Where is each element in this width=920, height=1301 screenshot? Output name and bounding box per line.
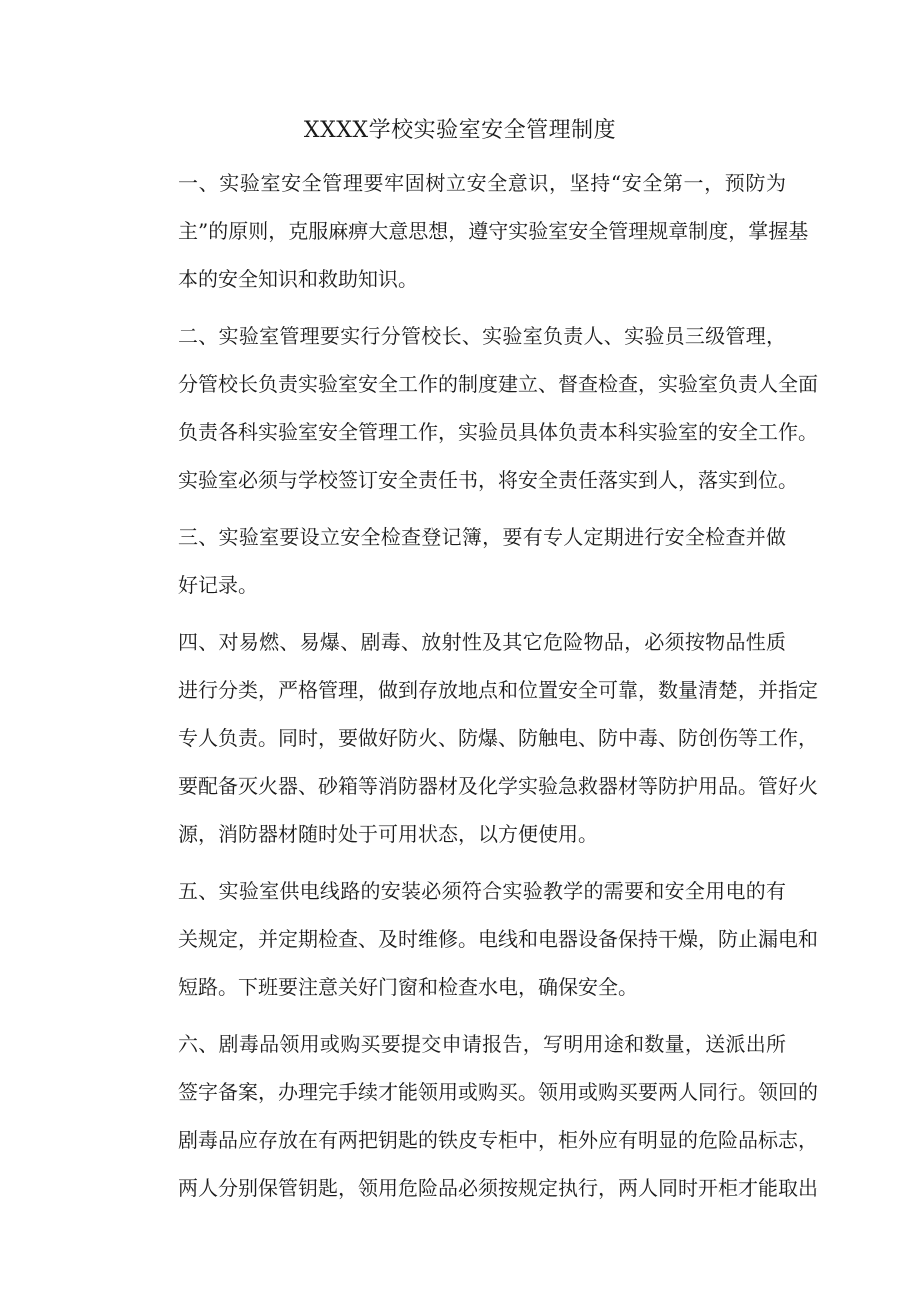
paragraph-3 xyxy=(138,513,786,609)
paragraph-line: 进行分类，严格管理，做到存放地点和位置安全可靠，数量清楚，并指定 xyxy=(178,678,818,702)
paragraph-4 xyxy=(138,618,818,858)
paragraph-1 xyxy=(138,159,809,303)
paragraph-2 xyxy=(138,312,818,504)
paragraph-line: 本的安全知识和救助知识。 xyxy=(178,267,418,291)
paragraph-line: 源，消防器材随时处于可用状态，以方便使用。 xyxy=(178,822,598,846)
paragraph-line: 两人分别保管钥匙，领用危险品必须按规定执行，两人同时开柜才能取出 xyxy=(178,1176,818,1200)
paragraph-line: 主”的原则，克服麻痹大意思想，遵守实验室安全管理规章制度，掌握基 xyxy=(178,219,809,243)
paragraph-line: 四、对易燃、易爆、剧毒、放射性及其它危险物品，必须按物品性质 xyxy=(178,630,786,654)
paragraph-line: 签字备案，办理完手续才能领用或购买。领用或购买要两人同行。领回的 xyxy=(178,1080,818,1104)
paragraph-line: 五、实验室供电线路的安装必须符合实验教学的需要和安全用电的有 xyxy=(178,879,786,903)
paragraph-line: 好记录。 xyxy=(178,573,258,597)
paragraph-5 xyxy=(138,867,818,1011)
paragraph-line: 三、实验室要设立安全检查登记簿，要有专人定期进行安全检查并做 xyxy=(178,525,786,549)
paragraph-line: 一、实验室安全管理要牢固树立安全意识，坚持“安全第一，预防为 xyxy=(178,171,786,195)
paragraph-line: 负责各科实验室安全管理工作，实验员具体负责本科实验室的安全工作。 xyxy=(178,420,818,444)
paragraph-line: 二、实验室管理要实行分管校长、实验室负责人、实验员三级管理， xyxy=(178,324,786,348)
paragraph-line: 要配备灭火器、砂箱等消防器材及化学实验急救器材等防护用品。管好火 xyxy=(178,774,818,798)
paragraph-line: 关规定，并定期检查、及时维修。电线和电器设备保持干燥，防止漏电和 xyxy=(178,927,818,951)
paragraph-line: 六、剧毒品领用或购买要提交申请报告，写明用途和数量，送派出所 xyxy=(178,1032,786,1056)
paragraph-line: 实验室必须与学校签订安全责任书，将安全责任落实到人，落实到位。 xyxy=(178,468,798,492)
paragraph-line: 剧毒品应存放在有两把钥匙的铁皮专柜中，柜外应有明显的危险品标志， xyxy=(178,1128,818,1152)
document-body xyxy=(138,159,818,1212)
paragraph-line: 分管校长负责实验室安全工作的制度建立、督查检查，实验室负责人全面 xyxy=(178,372,818,396)
paragraph-line: 短路。下班要注意关好门窗和检查水电，确保安全。 xyxy=(178,975,638,999)
paragraph-line: 专人负责。同时，要做好防火、防爆、防触电、防中毒、防创伤等工作， xyxy=(178,726,818,750)
paragraph-6 xyxy=(138,1020,818,1212)
document-title: XXXX学校实验室安全管理制度 xyxy=(303,118,617,143)
